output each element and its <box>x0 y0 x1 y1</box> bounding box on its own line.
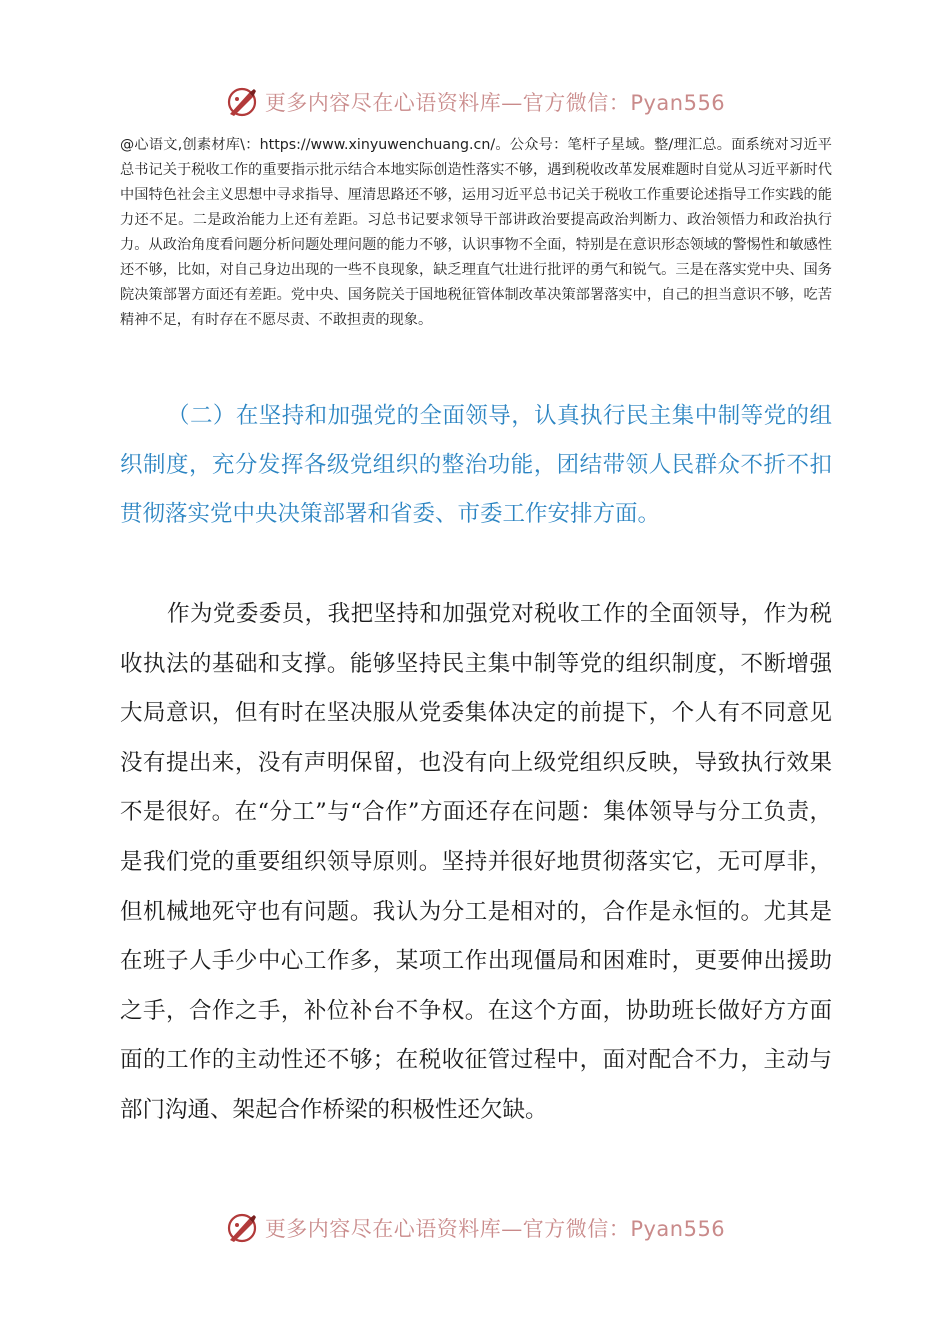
watermark-text: 更多内容尽在心语资料库—官方微信：Pyan556 <box>264 91 726 115</box>
small-paragraph: @心语文,创素材库\：https://www.xinyuwenchuang.cn/。公众号：笔杆子星域。整/理汇总。面系统对习近平总书记关于税收工作的重要指示批示结合本地实际创造性落实不够，遇到税收改革发展难题时自觉从习近平新时代中国特色社会主义思想中寻求指导、厘清思路还不够，运用习近平总书记关于税收工作重要论述指导工作实践的能力还不足。二是政治能力上还有差距。习总书记要求领导干部讲政治要提高政治判断力、政治领悟力和政治执行力。从政治角度看问题分析问题处理问题的能力不够，认识事物不全面，特别是在意识形态领域的警惕性和敏感性还不够，比如，对自己身边出现的一些不良现象，缺乏理直气壮进行批评的勇气和锐气。三是在落实党中央、国务院决策部署方面还有差距。党中央、国务院关于国地税征管体制改革决策部署落实中，自己的担当意识不够，吃苦精神不足，有时存在不愿尽责、不敢担责的现象。 <box>120 137 832 328</box>
pen-logo-icon <box>225 85 259 119</box>
body-paragraph: 作为党委委员，我把坚持和加强党对税收工作的全面领导，作为税收执法的基础和支撑。能够坚持民主集中制等党的组织制度，不断增强大局意识，但有时在坚决服从党委集体决定的前提下，个人有不同意见没有提出来，没有声明保留，也没有向上级党组织反映，导致执行效果不是很好。在“分工”与“合作”方面还存在问题：集体领导与分工负责，是我们党的重要组织领导原则。坚持并很好地贯彻落实它，无可厚非，但机械地死守也有问题。我认为分工是相对的，合作是永恒的。尤其是在班子人手少中心工作多，某项工作出现僵局和困难时，更要伸出援助之手，合作之手，补位补台不争权。在这个方面，协助班长做好方方面面的工作的主动性还不够；在税收征管过程中，面对配合不力，主动与部门沟通、架起合作桥梁的积极性还欠缺。 <box>120 601 832 1123</box>
wechat-id: Pyan556 <box>630 1217 726 1241</box>
wechat-id: Pyan556 <box>630 91 726 115</box>
section-heading: （二）在坚持和加强党的全面领导，认真执行民主集中制等党的组织制度，充分发挥各级党组织的整治功能，团结带领人民群众不折不扣贯彻落实党中央决策部署和省委、市委工作安排方面。 <box>120 403 832 527</box>
watermark-text: 更多内容尽在心语资料库—官方微信：Pyan556 <box>264 1217 726 1241</box>
header-watermark <box>0 78 950 126</box>
pen-logo-icon <box>225 1211 259 1245</box>
footer-watermark <box>0 1204 950 1252</box>
